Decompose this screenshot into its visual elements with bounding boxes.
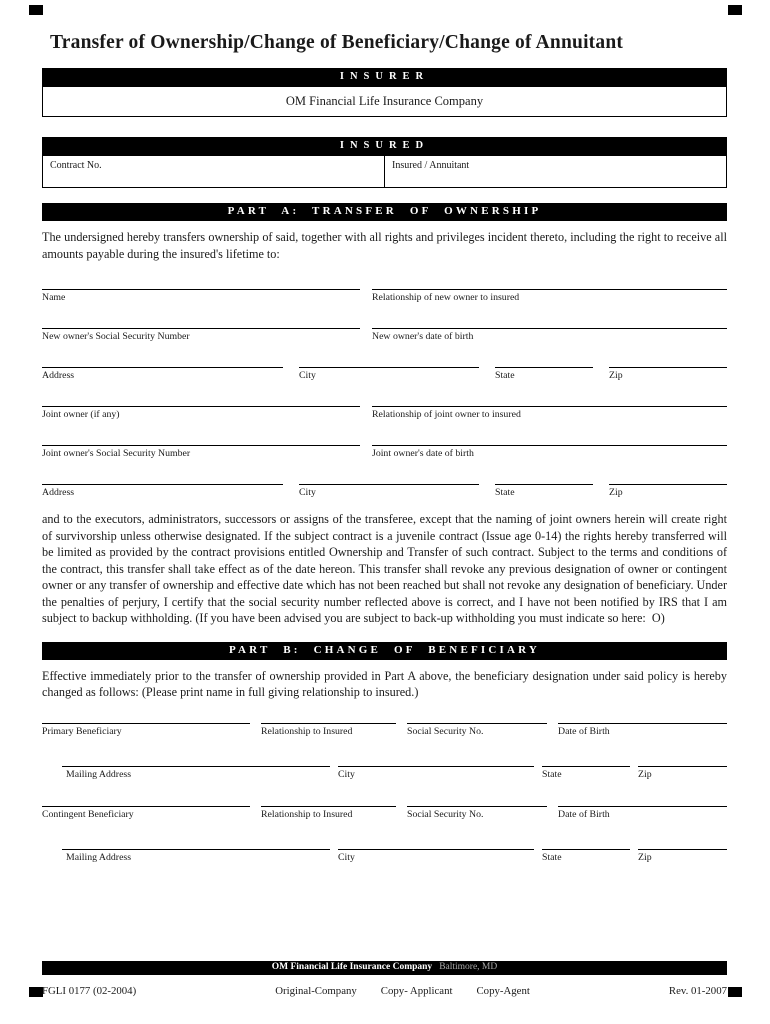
registration-mark-bottom-right xyxy=(728,987,742,997)
owner-zip-field xyxy=(609,367,727,382)
owner-city-label: City xyxy=(299,370,316,381)
contingent-beneficiary-label: Contingent Beneficiary xyxy=(42,808,134,820)
registration-mark-top-right xyxy=(728,5,742,15)
joint-owner-ssn-label: Joint owner's Social Security Number xyxy=(42,448,191,459)
contingent-city-field xyxy=(338,849,534,864)
owner-state-field xyxy=(495,367,593,382)
joint-owner-field xyxy=(42,406,360,421)
part-b-bar: PART B: CHANGE OF BENEFICIARY xyxy=(42,642,727,660)
relationship-new-owner-field xyxy=(372,289,727,304)
primary-beneficiary-label: Primary Beneficiary xyxy=(42,725,122,737)
primary-state-label: State xyxy=(542,768,562,780)
contingent-mailing-address-label: Mailing Address xyxy=(66,851,132,863)
contingent-mailing-address-field xyxy=(62,849,330,864)
contingent-zip-field xyxy=(638,849,727,864)
owner-state-label: State xyxy=(495,370,515,381)
owner-zip-label: Zip xyxy=(609,370,623,381)
copy-distribution xyxy=(263,985,542,997)
form-title: Transfer of Ownership/Change of Beneficiary/Change of Annuitant xyxy=(50,32,624,53)
contingent-dob-label: Date of Birth xyxy=(558,808,610,820)
contingent-state-field xyxy=(542,849,630,864)
joint-zip-label: Zip xyxy=(609,487,623,498)
joint-zip-field xyxy=(609,484,727,499)
owner-name-row xyxy=(42,289,727,304)
copy-applicant: Copy- Applicant xyxy=(380,985,453,997)
relationship-new-owner-label: Relationship of new owner to insured xyxy=(372,292,520,303)
primary-state-field xyxy=(542,766,630,781)
primary-beneficiary-field xyxy=(42,723,250,738)
joint-owner-row xyxy=(42,406,727,421)
primary-zip-field xyxy=(638,766,727,781)
owner-ssn-row xyxy=(42,328,727,343)
contingent-ssn-field xyxy=(407,806,547,821)
contingent-beneficiary-row xyxy=(42,806,727,821)
contract-no-field[interactable] xyxy=(43,156,385,187)
joint-city-field xyxy=(299,484,479,499)
joint-owner-label: Joint owner (if any) xyxy=(42,409,120,420)
joint-state-label: State xyxy=(495,487,515,498)
primary-beneficiary-row xyxy=(42,723,727,738)
primary-dob-field xyxy=(558,723,727,738)
relationship-joint-owner-field xyxy=(372,406,727,421)
joint-owner-ssn-field xyxy=(42,445,360,460)
joint-address-field xyxy=(42,484,283,499)
insured-section-bar: INSURED xyxy=(42,137,727,155)
insurer-company-name: OM Financial Life Insurance Company xyxy=(285,94,484,108)
joint-owner-dob-label: Joint owner's date of birth xyxy=(372,448,474,459)
primary-ssn-label: Social Security No. xyxy=(407,725,484,737)
backup-withholding-mark[interactable]: O) xyxy=(651,611,665,625)
contingent-dob-field xyxy=(558,806,727,821)
new-owner-ssn-label: New owner's Social Security Number xyxy=(42,331,190,342)
part-a-intro: The undersigned hereby transfers ownership of said, together with all rights and privileges incident thereto, including the right to receive all amounts payable during the insured's lifetime to: xyxy=(42,230,727,261)
new-owner-ssn-field xyxy=(42,328,360,343)
joint-city-label: City xyxy=(299,487,316,498)
insured-annuitant-field[interactable] xyxy=(385,156,726,187)
name-field xyxy=(42,289,360,304)
footer-company-bar xyxy=(42,961,727,975)
name-label: Name xyxy=(42,292,66,303)
owner-address-row xyxy=(42,367,727,382)
contingent-relationship-label: Relationship to Insured xyxy=(261,808,353,820)
footer-company-name: OM Financial Life Insurance Company xyxy=(271,962,433,972)
new-owner-dob-label: New owner's date of birth xyxy=(372,331,474,342)
new-owner-dob-field xyxy=(372,328,727,343)
primary-mailing-row xyxy=(42,766,727,781)
joint-owner-dob-field xyxy=(372,445,727,460)
registration-mark-bottom-left xyxy=(29,987,43,997)
part-b-intro: Effective immediately prior to the transfer of ownership provided in Part A above, the beneficiary designation under said policy is hereby changed as follows: (Please print name in full giving relationship to insured.) xyxy=(42,668,727,699)
owner-address-label: Address xyxy=(42,370,75,381)
legal-text: and to the executors, administrators, successors or assigns of the transferee, except that the naming of joint owners herein will create right of survivorship unless otherwise designated. If the subject contract is a juvenile contract (Issue age 0-14) the rights hereby transferred will be limited as provided by the contract provisions entitled Ownership and Transfer of such contract. Subject to the terms and conditions of the contract, this transfer shall take effect as of the date hereon. This transfer shall revoke any previous designation of owner or contingent owner or any transfer of ownership and effective date which has not been reached but shall not revoke any designation of beneficiary. Under the penalties of perjury, I certify that the social security number reflected above is correct, and I have not been notified by IRS that I am subject to backup withholding. (If you have been advised you are subject to back-up withholding you must indicate so here: xyxy=(42,512,727,625)
part-a-legal-text xyxy=(42,511,727,627)
primary-zip-label: Zip xyxy=(638,768,652,780)
insured-annuitant-label: Insured / Annuitant xyxy=(392,160,470,171)
revision-number: Rev. 01-2007 xyxy=(668,985,727,997)
contingent-state-label: State xyxy=(542,851,562,863)
form-number: FGLI 0177 (02-2004) xyxy=(42,985,137,997)
primary-relationship-field xyxy=(261,723,396,738)
primary-mailing-address-field xyxy=(62,766,330,781)
contingent-mailing-row xyxy=(42,849,727,864)
primary-ssn-field xyxy=(407,723,547,738)
contingent-zip-label: Zip xyxy=(638,851,652,863)
contingent-ssn-label: Social Security No. xyxy=(407,808,484,820)
primary-mailing-address-label: Mailing Address xyxy=(66,768,132,780)
part-a-bar: PART A: TRANSFER OF OWNERSHIP xyxy=(42,203,727,221)
joint-address-label: Address xyxy=(42,487,75,498)
primary-city-label: City xyxy=(338,768,355,780)
joint-owner-ssn-row xyxy=(42,445,727,460)
contract-no-label: Contract No. xyxy=(50,160,102,171)
footer-company-location: Baltimore, MD xyxy=(439,962,498,972)
joint-state-field xyxy=(495,484,593,499)
primary-dob-label: Date of Birth xyxy=(558,725,610,737)
relationship-joint-owner-label: Relationship of joint owner to insured xyxy=(372,409,521,420)
registration-mark-top-left xyxy=(29,5,43,15)
insured-box xyxy=(42,155,727,188)
contingent-city-label: City xyxy=(338,851,355,863)
form-footer-row xyxy=(42,985,727,997)
insurer-section-bar: INSURER xyxy=(42,68,727,86)
copy-company: Original-Company xyxy=(275,985,357,997)
primary-city-field xyxy=(338,766,534,781)
joint-address-row xyxy=(42,484,727,499)
contingent-relationship-field xyxy=(261,806,396,821)
insurer-company-box xyxy=(42,86,727,117)
owner-city-field xyxy=(299,367,479,382)
primary-relationship-label: Relationship to Insured xyxy=(261,725,353,737)
copy-agent: Copy-Agent xyxy=(476,985,530,997)
contingent-beneficiary-field xyxy=(42,806,250,821)
owner-address-field xyxy=(42,367,283,382)
